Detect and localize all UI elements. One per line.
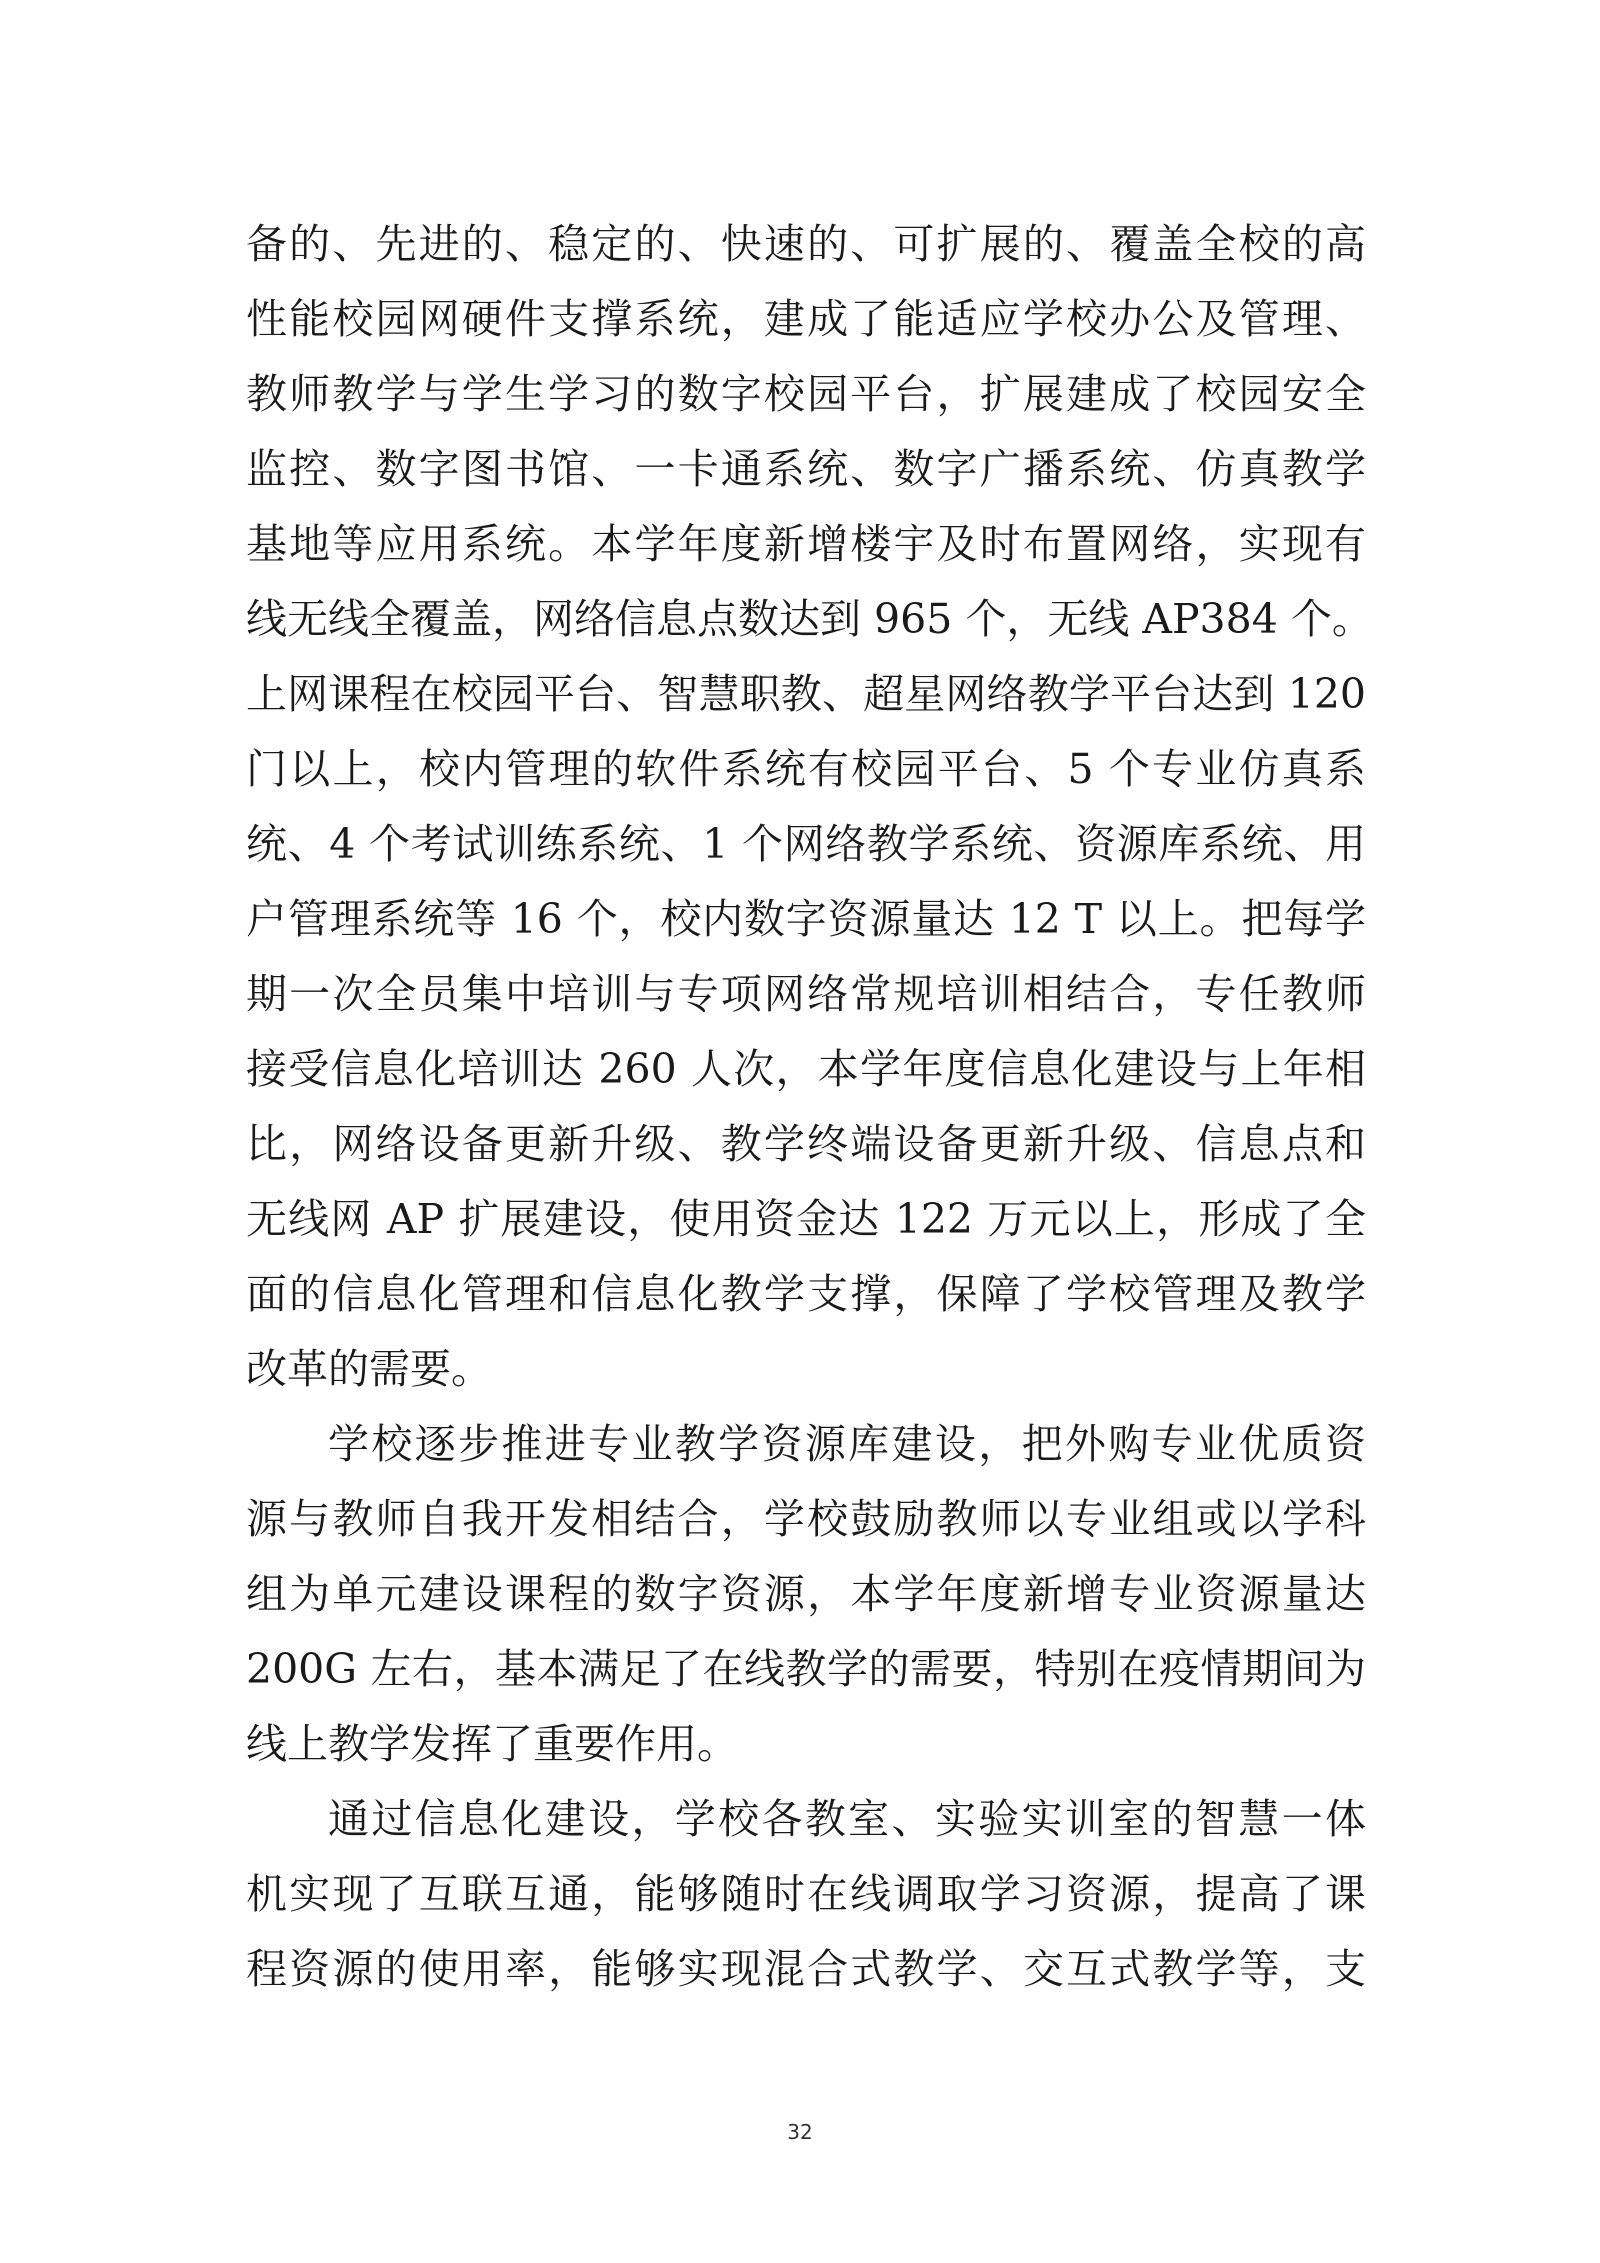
text-line: 性能校园网硬件支撑系统，建成了能适应学校办公及管理、	[246, 295, 1366, 343]
text-line: 源与教师自我开发相结合，学校鼓励教师以专业组或以学科	[246, 1495, 1366, 1543]
text-line: 接受信息化培训达 260 人次，本学年度信息化建设与上年相	[246, 1045, 1366, 1093]
text-line: 线无线全覆盖，网络信息点数达到 965 个，无线 AP384 个。	[246, 595, 1373, 643]
text-line: 200G 左右，基本满足了在线教学的需要，特别在疫情期间为	[246, 1645, 1366, 1693]
text-line: 备的、先进的、稳定的、快速的、可扩展的、覆盖全校的高	[246, 220, 1366, 268]
text-line: 通过信息化建设，学校各教室、实验实训室的智慧一体	[328, 1795, 1366, 1843]
text-line: 户管理系统等 16 个，校内数字资源量达 12 T 以上。把每学	[246, 895, 1366, 943]
text-line: 监控、数字图书馆、一卡通系统、数字广播系统、仿真教学	[246, 445, 1366, 493]
text-line: 面的信息化管理和信息化教学支撑，保障了学校管理及教学	[246, 1270, 1366, 1318]
text-line: 期一次全员集中培训与专项网络常规培训相结合，专任教师	[246, 970, 1366, 1018]
text-line: 线上教学发挥了重要作用。	[246, 1720, 738, 1768]
text-line: 无线网 AP 扩展建设，使用资金达 122 万元以上，形成了全	[246, 1195, 1366, 1243]
text-line: 基地等应用系统。本学年度新增楼宇及时布置网络，实现有	[246, 520, 1366, 568]
text-line: 机实现了互联互通，能够随时在线调取学习资源，提高了课	[246, 1870, 1366, 1918]
text-line: 程资源的使用率，能够实现混合式教学、交互式教学等，支	[246, 1945, 1366, 1993]
text-line: 教师教学与学生学习的数字校园平台，扩展建成了校园安全	[246, 370, 1366, 418]
text-line: 统、4 个考试训练系统、1 个网络教学系统、资源库系统、用	[246, 820, 1366, 868]
text-line: 学校逐步推进专业教学资源库建设，把外购专业优质资	[328, 1420, 1366, 1468]
body-text	[246, 207, 1373, 2007]
text-line: 改革的需要。	[246, 1345, 492, 1393]
page-number: 32	[787, 2120, 813, 2144]
text-line: 门以上，校内管理的软件系统有校园平台、5 个专业仿真系	[246, 745, 1366, 793]
text-line: 比，网络设备更新升级、教学终端设备更新升级、信息点和	[246, 1120, 1366, 1168]
text-line: 组为单元建设课程的数字资源，本学年度新增专业资源量达	[246, 1570, 1366, 1618]
text-line: 上网课程在校园平台、智慧职教、超星网络教学平台达到 120	[246, 670, 1366, 718]
